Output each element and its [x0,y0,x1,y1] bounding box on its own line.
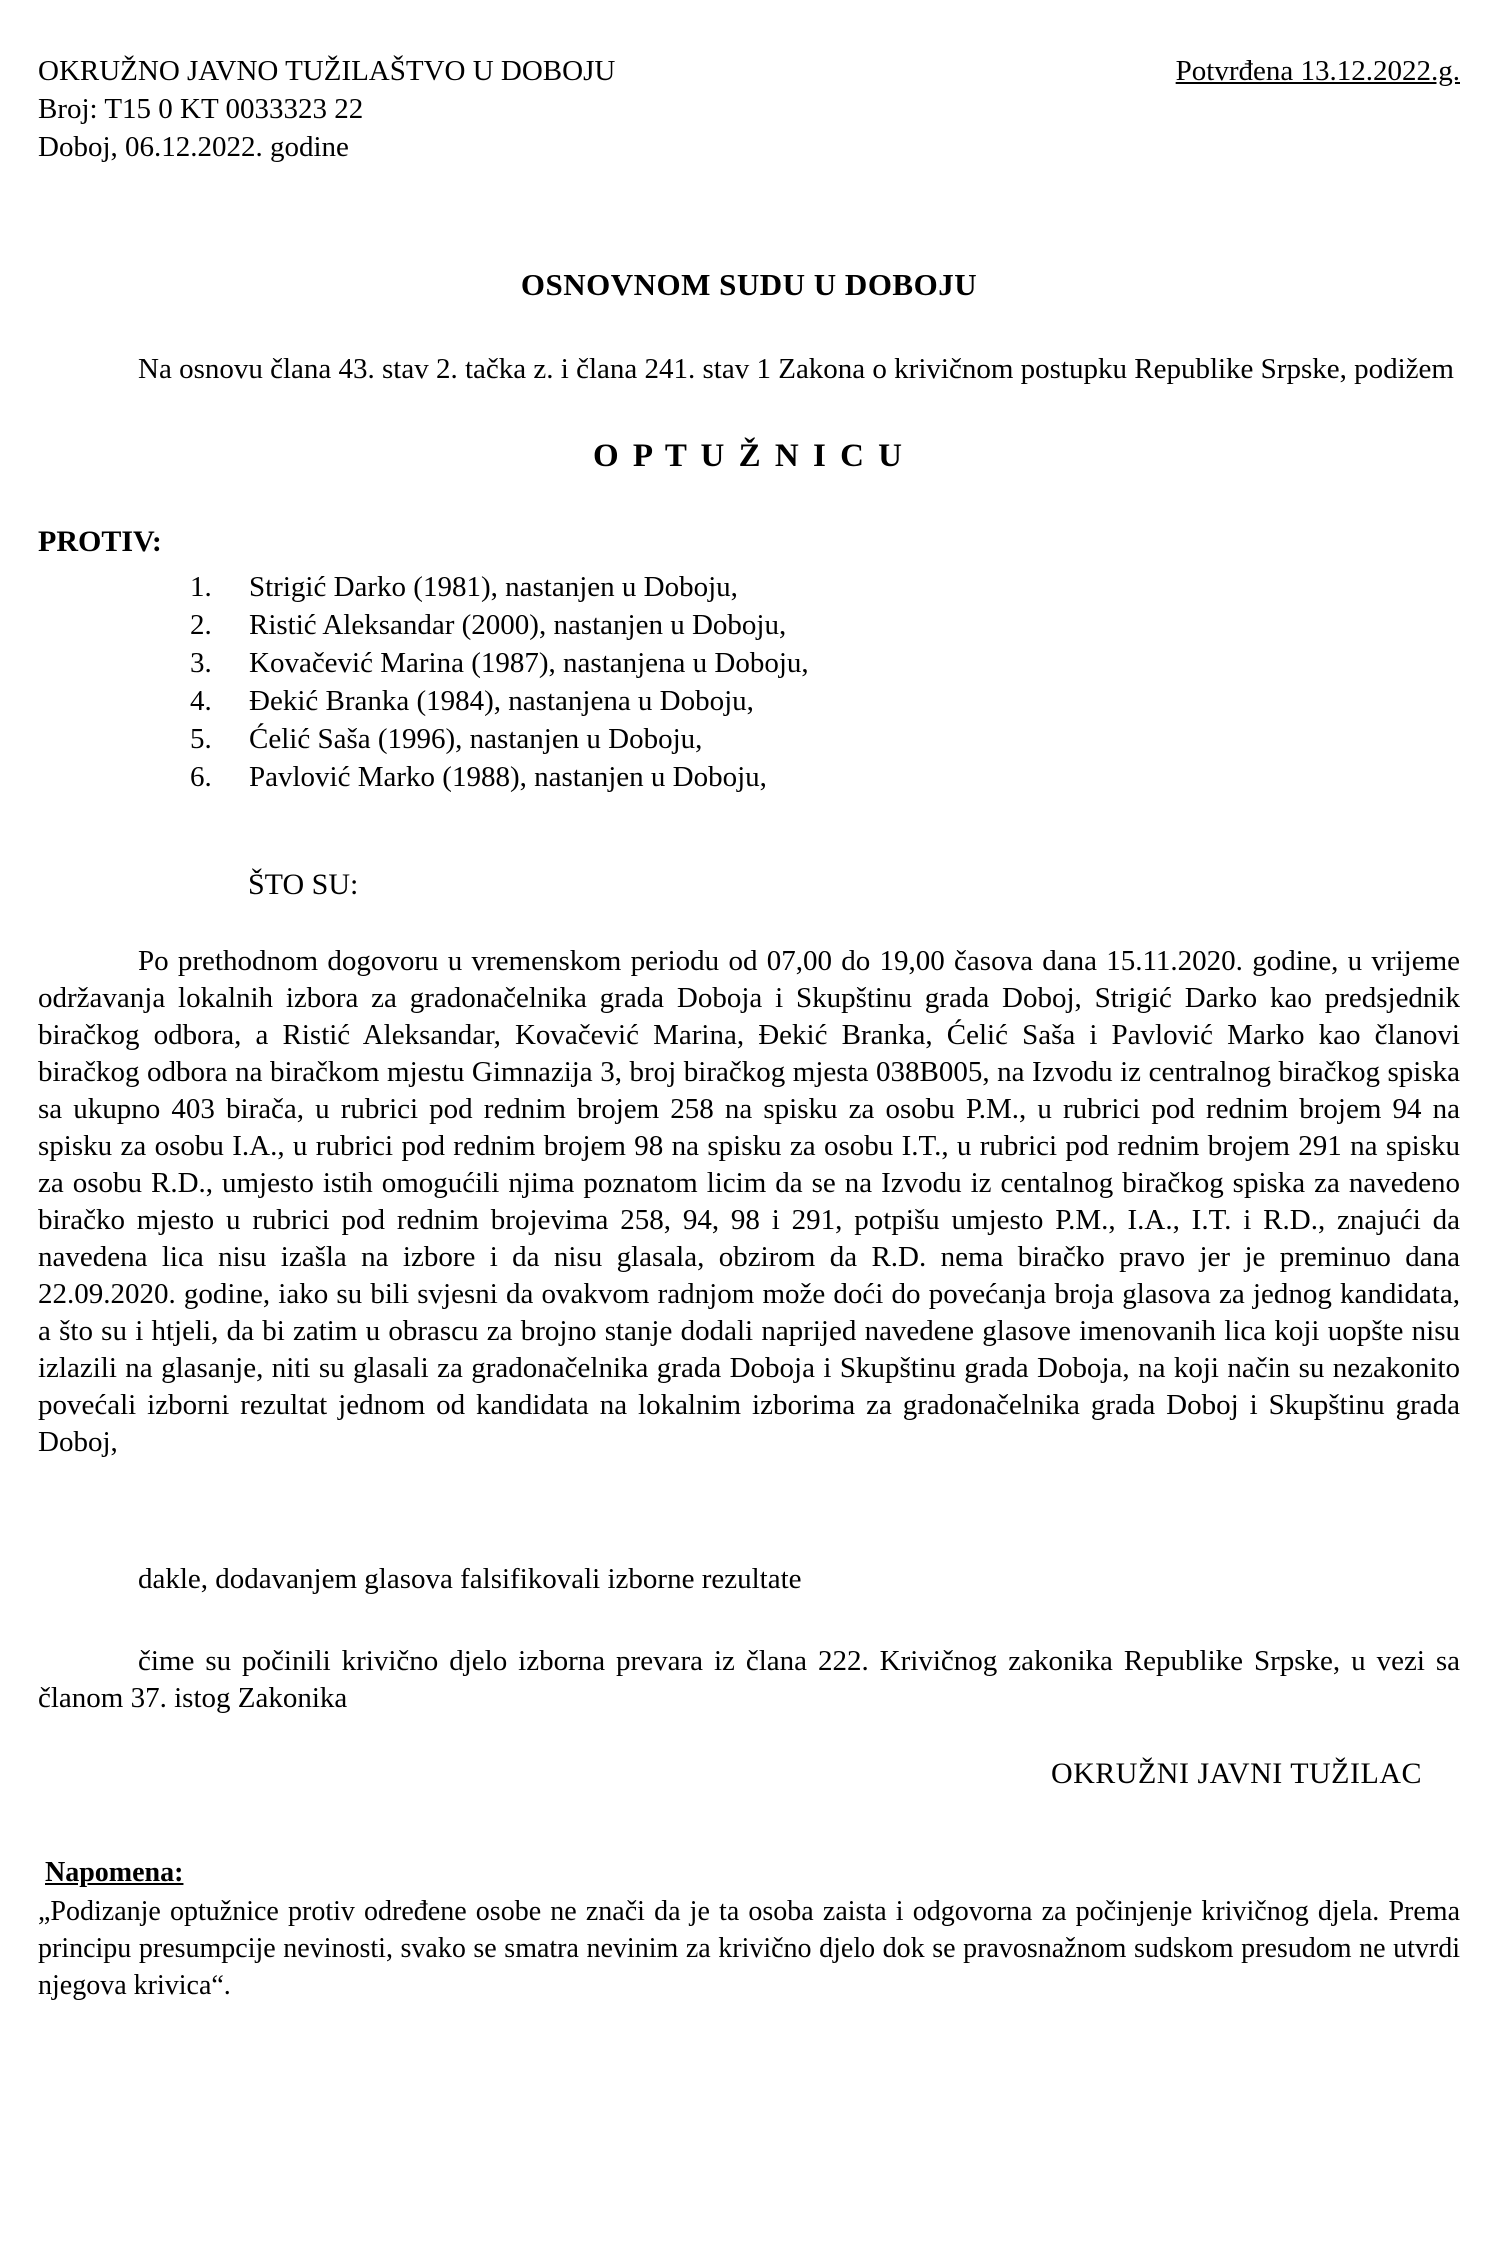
prosecutor-office-name: OKRUŽNO JAVNO TUŽILAŠTVO U DOBOJU [38,55,616,87]
defendant-item [190,644,1460,682]
defendants-list [38,568,1460,796]
defendant-item [190,606,1460,644]
legal-basis-paragraph: Na osnovu člana 43. stav 2. tačka z. i člana 241. stav 1 Zakona o krivičnom postupku Republike Srpske, podižem [138,353,1454,385]
case-number: Broj: T15 0 KT 0033323 22 [38,93,364,125]
defendant-text: Pavlović Marko (1988), nastanjen u Doboju, [249,761,767,793]
note-text-paragraph: „Podizanje optužnice protiv određene osobe ne znači da je ta osoba zaista i odgovorna za počinjenje krivičnog djela. Prema principu presumpcije nevinosti, svako se smatra nevinim za krivično djelo dok se pravosnažnom sudskom presudom ne utvrdi njegova krivica“. [38,1896,1460,2001]
defendant-text: Ristić Aleksandar (2000), nastanjen u Doboju, [249,609,787,641]
defendant-item [190,720,1460,758]
criminal-qualification-paragraph: čime su počinili krivično djelo izborna prevara iz člana 222. Krivičnog zakonika Republike Srpske, u vezi sa članom 37. istog Zakonika [38,1645,1460,1714]
defendant-text: Strigić Darko (1981), nastanjen u Doboju, [249,571,738,603]
against-label: PROTIV: [38,525,162,558]
defendant-number: 3. [190,647,212,679]
defendant-number: 1. [190,571,212,603]
defendant-number: 4. [190,685,212,717]
addressee-court: OSNOVNOM SUDU U DOBOJU [520,267,978,302]
place-and-date: Doboj, 06.12.2022. godine [38,131,349,163]
defendant-text: Ćelić Saša (1996), nastanjen u Doboju, [249,723,703,755]
defendant-number: 6. [190,761,212,793]
indictment-title: O P T U Ž N I C U [592,438,905,474]
defendant-text: Đekić Branka (1984), nastanjena u Doboju, [249,685,754,717]
defendant-text: Kovačević Marina (1987), nastanjena u Doboju, [249,647,809,679]
what-they-did-label: ŠTO SU: [248,868,359,901]
defendant-number: 2. [190,609,212,641]
defendant-item [190,568,1460,606]
note-label: Napomena: [45,1857,184,1888]
defendant-item [190,758,1460,796]
prosecutor-signature-title: OKRUŽNI JAVNI TUŽILAC [1050,1757,1422,1790]
document-header [38,52,1460,166]
defendant-item [190,682,1460,720]
confirmation-date: Potvrđena 13.12.2022.g. [1175,55,1460,87]
defendant-number: 5. [190,723,212,755]
legal-conclusion-paragraph: dakle, dodavanjem glasova falsifikovali izborne rezultate [138,1563,802,1595]
factual-description-paragraph: Po prethodnom dogovoru u vremenskom periodu od 07,00 do 19,00 časova dana 15.11.2020. godine, u vrijeme održavanja lokalnih izbora za gradonačelnika grada Doboja i Skupštinu grada Doboj, Strigić Darko kao predsjednik biračkog odbora, a Ristić Aleksandar, Kovačević Marina, Đekić Branka, Ćelić Saša i Pavlović Marko kao članovi biračkog odbora na biračkom mjestu Gimnazija 3, broj biračkog mjesta 038B005, na Izvodu iz centralnog biračkog spiska sa ukupno 403 birača, u rubrici pod rednim brojem 258 na spisku za osobu P.M., u rubrici pod rednim brojem 94 na spisku za osobu I.A., u rubrici pod rednim brojem 98 na spisku za osobu I.T., u rubrici pod rednim brojem 291 na spisku za osobu R.D., umjesto istih omogućili njima poznatom licim da se na Izvodu iz centalnog biračkog spiska za navedeno biračko mjesto u rubrici pod rednim brojevima 258, 94, 98 i 291, potpišu umjesto P.M., I.A., I.T. i R.D., znajući da navedena lica nisu izašla na izbore i da nisu glasala, obzirom da R.D. nema biračko pravo jer je preminuo dana 22.09.2020. godine, iako su bili svjesni da ovakvom radnjom može doći do povećanja broja glasova za jednog kandidata, a što su i htjeli, da bi zatim u obrascu za brojno stanje dodali naprijed navedene glasove imenovanih lica koji uopšte nisu izlazili na glasanje, niti su glasali za gradonačelnika grada Doboja i Skupštinu grada Doboja, na koji način su nezakonito povećali izborni rezultat jednom od kandidata na lokalnim izborima za gradonačelnika grada Doboj i Skupštinu grada Doboj, [38,945,1460,1458]
